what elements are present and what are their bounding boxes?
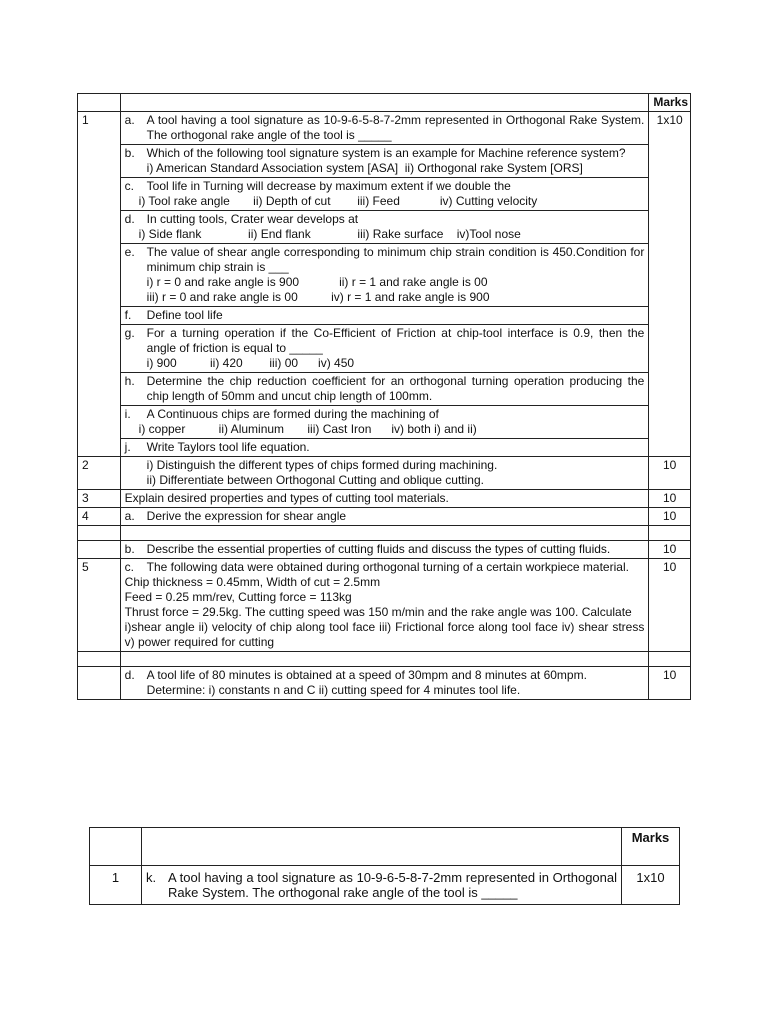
part-options: iii) r = 0 and rake angle is 00 iv) r = 1 and rake angle is 900 [146,290,490,304]
part-text: Write Taylors tool life equation. [146,440,310,454]
question-table [77,93,691,700]
part-letter: h. [124,374,135,388]
data-line: Feed = 0.25 mm/rev, Cutting force = 113kg [124,590,352,604]
question-marks: 10 [649,541,691,559]
part-text: Define tool life [146,308,223,322]
question-marks: 10 [649,559,691,652]
question-number: 5 [78,559,121,652]
part-text: Tool life in Turning will decrease by maximum extent if we double the [146,179,511,193]
part-options: i) Tool rake angle ii) Depth of cut iii) Feed iv) Cutting velocity [138,194,538,208]
part-options: i) copper ii) Aluminum iii) Cast Iron iv) both i) and ii) [138,422,477,436]
part-text: Determine the chip reduction coefficient for an orthogonal turning operation producing the chip length of 50mm and uncut chip length of 100mm. [146,374,645,403]
question-number: 4 [78,508,121,526]
part-letter: a. [124,509,135,523]
question-1-part-row [78,325,691,373]
question-marks: 10 [649,490,691,508]
part-letter: e. [124,245,135,259]
question-4b-text: Describe the essential properties of cutting fluids and discuss the types of cutting fluids. [146,542,611,556]
header-row [90,828,680,866]
question-number: 2 [78,457,121,490]
question-5d-text: A tool life of 80 minutes is obtained at a speed of 30mpm and 8 minutes at 60mpm. [146,668,587,682]
question-4a-row [78,508,691,526]
question-1-part-row [78,406,691,439]
part-options: i) Side flank ii) End flank iii) Rake surface iv)Tool nose [138,227,521,241]
question-1-part-row [78,244,691,307]
part-letter: c. [124,560,134,574]
question-table-2 [89,827,680,905]
question-1-group [78,112,691,457]
blank-row [78,526,691,541]
part-letter: i. [124,407,131,421]
part-text: The value of shear angle corresponding to minimum chip strain condition is 450.Condition for minimum chip strain is ___ [146,245,645,274]
question-marks: 10 [649,457,691,490]
question-number: 1 [90,866,142,905]
header-row [78,94,691,112]
question-marks: 10 [649,667,691,700]
part-letter: d. [124,212,135,226]
part-options: i) 900 ii) 420 iii) 00 iv) 450 [146,356,355,370]
question-1-part-row [78,178,691,211]
part-letter: f. [124,308,132,322]
question-number: 3 [78,490,121,508]
question-1-part-row [78,112,691,145]
question-1k-row [90,866,680,905]
question-marks: 1x10 [622,866,680,905]
question-5d-row [78,667,691,700]
question-1-part-row [78,211,691,244]
marks-header: Marks [622,828,680,866]
part-text: For a turning operation if the Co-Efficient of Friction at chip-tool interface is 0.9, then the angle of friction is equal to _____ [146,326,645,355]
question-marks: 1x10 [649,112,691,457]
question-number: 1 [78,112,121,457]
data-line: Chip thickness = 0.45mm, Width of cut = 2.5mm [124,575,381,589]
part-options: i) American Standard Association system [ASA] ii) Orthogonal rake System [ORS] [146,161,583,175]
part-text: A Continuous chips are formed during the machining of [146,407,439,421]
question-1-part-row [78,373,691,406]
part-letter: g. [124,326,135,340]
question-3-text: Explain desired properties and types of cutting tool materials. [120,490,649,508]
part-text: In cutting tools, Crater wear develops at [146,212,359,226]
part-letter: k. [146,870,157,885]
question-5c-text: The following data were obtained during orthogonal turning of a certain workpiece material. [146,560,629,574]
question-3-row [78,490,691,508]
part-letter: a. [124,113,135,127]
question-1k-text: A tool having a tool signature as 10-9-6-5-8-7-2mm represented in Orthogonal Rake System. The orthogonal rake angle of the tool is _____ [168,870,617,900]
part-text: Which of the following tool signature system is an example for Machine reference system? [146,146,626,160]
blank-row [78,652,691,667]
part-letter: j. [124,440,131,454]
data-line: Thrust force = 29.5kg. The cutting speed was 150 m/min and the rake angle was 100. Calculate [124,605,632,619]
question-5c-row [78,559,691,652]
question-1-part-row [78,307,691,325]
part-options: i) r = 0 and rake angle is 900 ii) r = 1 and rake angle is 00 [146,275,488,289]
data-line: i)shear angle ii) velocity of chip along tool face iii) Frictional force along tool face iv) shear stress v) power required for cutting [124,620,645,649]
question-2-row [78,457,691,490]
question-4a-text: Derive the expression for shear angle [146,509,347,523]
marks-header: Marks [649,94,691,112]
question-2-line-1: i) Distinguish the different types of chips formed during machining. [146,458,498,472]
part-letter: c. [124,179,134,193]
question-5d-line-2: Determine: i) constants n and C ii) cutting speed for 4 minutes tool life. [146,683,521,697]
question-1-part-row [78,145,691,178]
question-marks: 10 [649,508,691,526]
question-4b-row [78,541,691,559]
part-letter: b. [124,542,135,556]
part-letter: d. [124,668,135,682]
part-text: A tool having a tool signature as 10-9-6-5-8-7-2mm represented in Orthogonal Rake System. The orthogonal rake angle of the tool is _____ [146,113,645,142]
part-letter: b. [124,146,135,160]
question-1-part-row [78,439,691,457]
question-2-line-2: ii) Differentiate between Orthogonal Cutting and oblique cutting. [146,473,484,487]
